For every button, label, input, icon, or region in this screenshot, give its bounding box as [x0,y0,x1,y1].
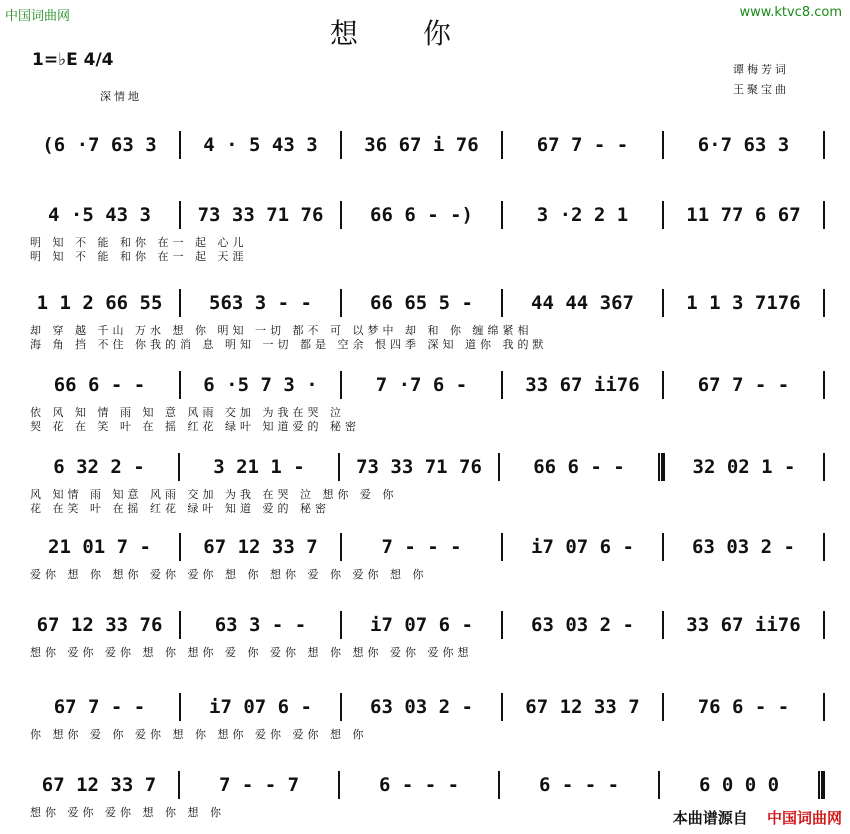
measure: 44 44 367 [531,292,634,314]
key-signature: 1=♭E 4/4 [32,50,114,70]
footer-site: 中国词曲网 [766,809,842,827]
notation-line [20,608,825,642]
lyricist-credit: 谭梅芳词 [733,63,789,76]
notation-line [20,768,825,802]
measure: 33 67 ii76 [686,614,801,636]
measure: 563 3 - - [209,292,312,314]
lyrics-line-1: 明 知 不 能 和你 在一 起 心儿 [30,236,248,249]
measure: 67 7 - - [697,374,790,396]
lyrics-line-2: 花 在笑 叶 在摇 红花 绿叶 知道 爱的 秘密 [30,502,330,515]
watermark-left: 中国词曲网 [5,9,71,24]
barline [823,533,825,561]
measure: 7 - - 7 [218,774,300,796]
measure: i7 07 6 - [209,696,312,718]
measure: i7 07 6 - [370,614,473,636]
measure: 67 12 33 7 [203,536,318,558]
notation-line [20,530,825,564]
lyrics-line-1: 爱你 想 你 想你 爱你 爱你 想 你 想你 爱 你 爱你 想 你 [30,568,428,581]
measure: (6 ·7 63 3 [42,134,157,156]
footer [673,807,842,828]
measure: 3 ·2 2 1 [536,204,629,226]
measure: 6 - - - [538,774,620,796]
lyrics-line-2: 契 花 在 笑 叶 在 摇 红花 绿叶 知道爱的 秘密 [30,420,360,433]
barline [823,611,825,639]
measure: 11 77 6 67 [686,204,801,226]
measure: 21 01 7 - [48,536,151,558]
footer-source: 本曲谱源自 [672,809,748,827]
measure: 1 1 2 66 55 [36,292,163,314]
lyrics-line-1: 依 风 知 情 雨 知 意 风雨 交加 为我在哭 泣 [30,406,345,419]
measure: 1 1 3 7176 [686,292,801,314]
measure: 33 67 ii76 [525,374,640,396]
lyrics-line-2: 海 角 挡 不住 你我的消 息 明知 一切 都是 空余 恨四季 深知 道你 我的默 [30,338,548,351]
barline [823,289,825,317]
measure: 63 3 - - [214,614,307,636]
measure: 67 7 - - [53,696,146,718]
notation-line [20,128,825,162]
lyrics-line-1: 想你 爱你 爱你 想 你 想你 爱 你 爱你 想 你 想你 爱你 爱你想 [30,646,473,659]
credits [733,60,789,100]
measure: 4 · 5 43 3 [203,134,318,156]
measure: 66 6 - - [53,374,146,396]
notation-line [20,450,825,484]
measure: 6 - - - [378,774,460,796]
song-title: 想 你 [330,17,479,50]
notation-line [20,198,825,232]
lyrics-line-1: 却 穿 越 千山 万水 想 你 明知 一切 都不 可 以梦中 却 和 你 缠绵紧相 [30,324,533,337]
measure: 7 - - - [381,536,462,558]
measure: 67 12 33 7 [41,774,157,796]
measure: 73 33 71 76 [356,456,482,478]
measure: 76 6 - - [697,696,790,718]
measure: 6·7 63 3 [697,134,790,156]
measure: 63 03 2 - [692,536,795,558]
measure: 66 6 - - [533,456,625,478]
lyrics-line-2: 明 知 不 能 和你 在一 起 天涯 [30,250,248,263]
tempo-marking: 深情地 [100,90,142,103]
notation-line [20,286,825,320]
measure: i7 07 6 - [531,536,634,558]
lyrics-line-1: 你 想你 爱 你 爱你 想 你 想你 爱你 爱你 想 你 [30,728,368,741]
barline [823,371,825,399]
measure: 63 03 2 - [370,696,473,718]
measure: 67 12 33 7 [525,696,640,718]
measure: 66 65 5 - [370,292,473,314]
barline [818,771,825,799]
watermark-right: www.ktvc8.com [739,5,842,20]
measure: 4 ·5 43 3 [48,204,151,226]
barline [823,201,825,229]
barline [823,693,825,721]
measure: 7 ·7 6 - [375,374,468,396]
measure: 67 7 - - [536,134,629,156]
measure: 6 32 2 - [53,456,145,478]
measure: 6 0 0 0 [698,774,780,796]
barline [823,453,825,481]
measure: 36 67 i 76 [364,134,479,156]
measure: 63 03 2 - [531,614,634,636]
lyrics-line-1: 风 知情 雨 知意 风雨 交加 为我 在哭 泣 想你 爱 你 [30,488,398,501]
measure: 73 33 71 76 [197,204,324,226]
composer-credit: 王聚宝曲 [733,83,789,96]
measure: 67 12 33 76 [36,614,163,636]
notation-line [20,690,825,724]
notation-line [20,368,825,402]
barline [823,131,825,159]
measure: 6 ·5 7 3 · [203,374,318,396]
barline [658,453,665,481]
measure: 3 21 1 - [213,456,305,478]
measure: 32 02 1 - [692,456,796,478]
measure: 66 6 - -) [370,204,473,226]
lyrics-line-1: 想你 爱你 爱你 想 你 想 你 [30,806,225,819]
